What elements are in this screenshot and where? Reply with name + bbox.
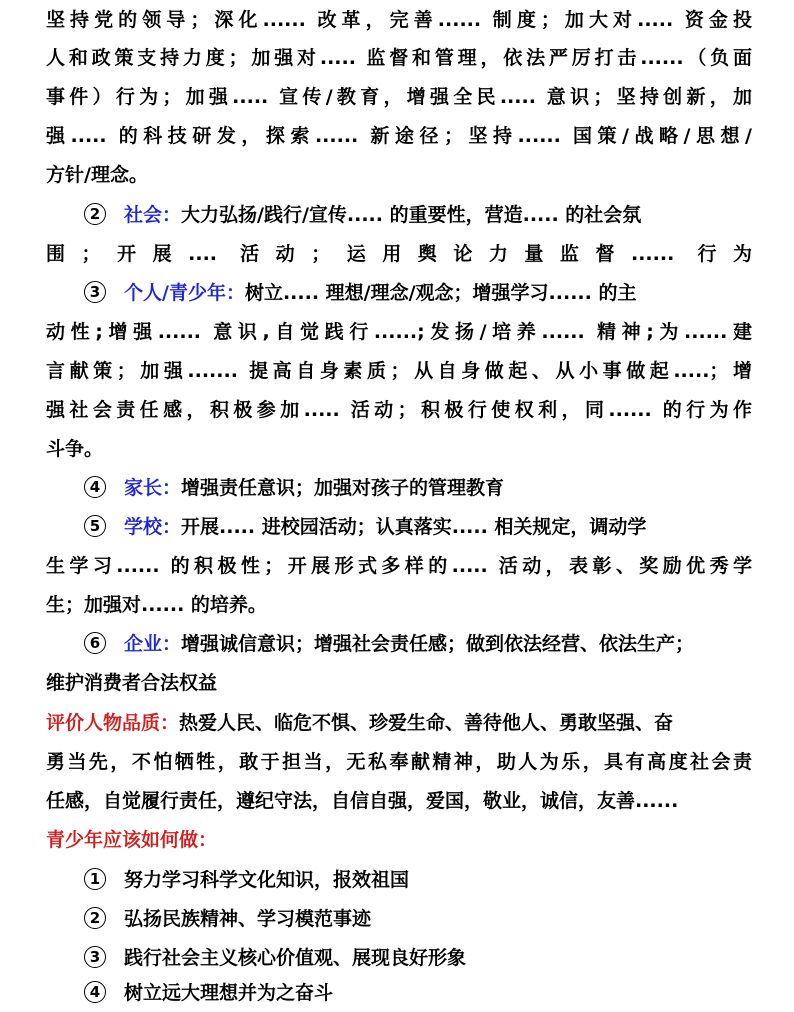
item-individual xyxy=(84,275,636,311)
item-text: 增强诚信意识；增强社会责任感；做到依法经营、依法生产； xyxy=(181,633,695,655)
circled-number-1: 1 xyxy=(84,868,106,890)
text-line: 事件）行为；加强..... 宣传/教育，增强全民..... 意识；坚持创新，加 xyxy=(46,86,752,108)
item-enterprise xyxy=(84,626,694,662)
item-text: 树立..... 理想/理念/观念；增强学习...... 的主 xyxy=(244,282,637,304)
item-society xyxy=(84,197,641,233)
youth-item xyxy=(84,901,371,937)
item-text: 开展..... 进校园活动；认真落实..... 相关规定，调动学 xyxy=(181,516,647,538)
label-parents: 家长： xyxy=(124,477,182,499)
text-line: 生；加强对...... 的培养。 xyxy=(46,594,267,616)
label-school: 学校： xyxy=(124,516,182,538)
text-line: 维护消费者合法权益 xyxy=(46,672,218,694)
circled-number-6: 6 xyxy=(84,632,106,654)
youth-item-text: 努力学习科学文化知识，报效祖国 xyxy=(124,869,410,891)
item-parents xyxy=(84,470,504,506)
circled-number-2: 2 xyxy=(84,203,106,225)
youth-item xyxy=(84,940,466,976)
youth-item-text: 弘扬民族精神、学习模范事迹 xyxy=(124,908,372,930)
youth-item-text: 树立远大理想并为之奋斗 xyxy=(124,982,334,1004)
text-line: 言献策；加强....... 提高自身素质；从自身做起、从小事做起.....；增 xyxy=(46,360,752,382)
evaluation-text: 热爱人民、临危不惧、珍爱生命、善待他人、勇敢坚强、奋 xyxy=(179,712,674,734)
youth-item-text: 践行社会主义核心价值观、展现良好形象 xyxy=(124,947,467,969)
text-line: 任感，自觉履行责任，遵纪守法，自信自强，爱国，敬业，诚信，友善...... xyxy=(46,790,679,812)
text-line: 斗争。 xyxy=(46,438,104,460)
youth-item xyxy=(84,975,333,1011)
circled-number-3: 3 xyxy=(84,281,106,303)
circled-number-4: 4 xyxy=(84,476,106,498)
text-line: 动性;增强...... 意识,自觉践行......;发扬/培养...... 精神;为......建 xyxy=(46,321,752,343)
label-society: 社会： xyxy=(124,204,182,226)
youth-item xyxy=(84,862,409,898)
text-line: 强..... 的科技研发，探索...... 新途径；坚持...... 国策/战略/思想/ xyxy=(46,125,752,147)
item-text: 大力弘扬/践行/宣传..... 的重要性，营造..... 的社会氛 xyxy=(181,204,642,226)
circled-number-5: 5 xyxy=(84,515,106,537)
circled-number-2: 2 xyxy=(84,907,106,929)
label-evaluation: 评价人物品质： xyxy=(46,712,180,734)
circled-number-3: 3 xyxy=(84,946,106,968)
circled-number-4: 4 xyxy=(84,981,106,1003)
evaluation-line xyxy=(46,705,673,741)
text-line: 坚持党的领导；深化...... 改革，完善...... 制度；加大对..... 资金投 xyxy=(46,9,752,31)
text-line: 勇当先，不怕牺牲，敢于担当，无私奉献精神，助人为乐，具有高度社会责 xyxy=(46,751,752,773)
item-school xyxy=(84,509,646,545)
label-enterprise: 企业： xyxy=(124,633,182,655)
text-line: 人和政策支持力度；加强对..... 监督和管理，依法严厉打击......（负面 xyxy=(46,47,752,69)
youth-heading: 青少年应该如何做： xyxy=(46,829,218,851)
text-line: 围；开展.... 活动；运用舆论力量监督...... 行为 xyxy=(46,243,752,265)
text-line: 强社会责任感，积极参加..... 活动；积极行使权利，同...... 的行为作 xyxy=(46,399,752,421)
text-line: 生学习...... 的积极性；开展形式多样的..... 活动，表彰、奖励优秀学 xyxy=(46,555,752,577)
label-individual: 个人/青少年： xyxy=(124,282,245,304)
item-text: 增强责任意识；加强对孩子的管理教育 xyxy=(181,477,505,499)
text-line: 方针/理念。 xyxy=(46,164,148,186)
